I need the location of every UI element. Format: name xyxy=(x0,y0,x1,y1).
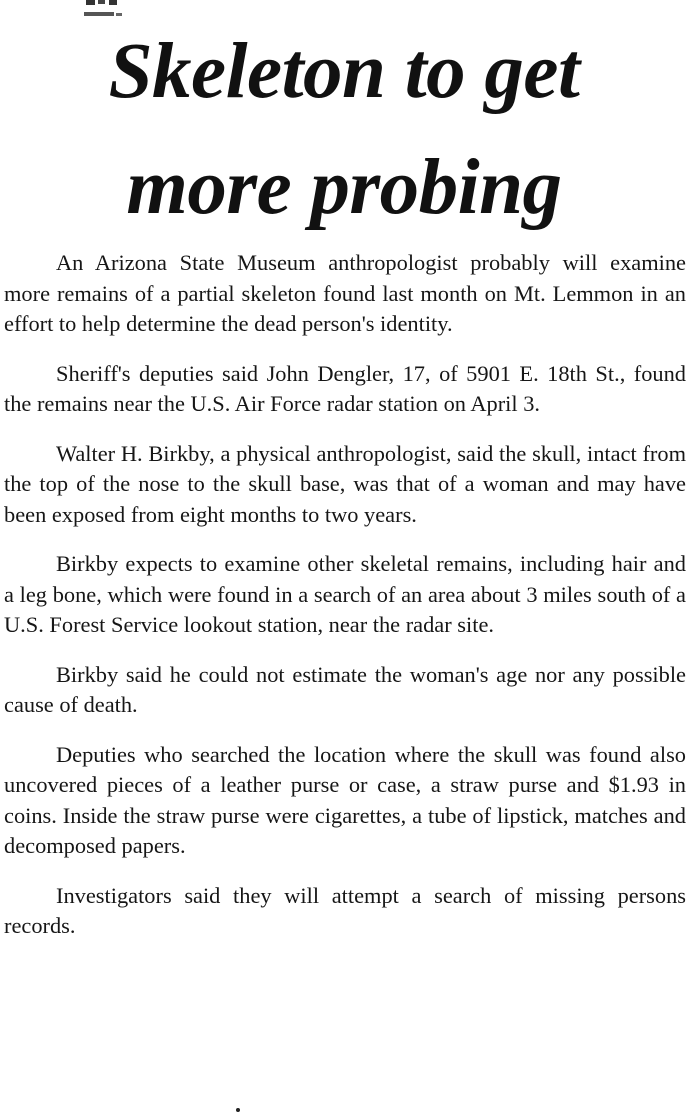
print-speck xyxy=(236,1108,240,1112)
paragraph-1: An Arizona State Museum anthropologist probably will examine more remains of a partial skeleton found last month on Mt. Lemmon in an effort to help determine the dead person's identity. xyxy=(4,250,686,336)
clipping-artifact-mark xyxy=(82,0,130,22)
paragraph-5: Birkby said he could not estimate the woman's age nor any possible cause of death. xyxy=(4,661,686,717)
paragraph-6: Deputies who searched the location where the skull was found also uncovered pieces of a leather purse or case, a straw purse and $1.93 in coins. Inside the straw purse were cigarettes, a tube of lipstick, matches and decomposed papers. xyxy=(4,741,686,858)
headline-line-1: Skeleton to get xyxy=(108,28,580,115)
paragraph-4: Birkby expects to examine other skeletal remains, including hair and a leg bone, which were found in a search of an area about 3 miles south of a U.S. Forest Service lookout station, near the radar site. xyxy=(4,551,686,637)
paragraph-7: Investigators said they will attempt a search of missing persons records. xyxy=(4,882,686,938)
headline-line-2: more probing xyxy=(126,144,562,231)
paragraph-3: Walter H. Birkby, a physical anthropologist, said the skull, intact from the top of the nose to the skull base, was that of a woman and may have been exposed from eight months to two years. xyxy=(4,440,686,527)
article-body xyxy=(4,248,686,961)
paragraph-2: Sheriff's deputies said John Dengler, 17, of 5901 E. 18th St., found the remains near the U.S. Air Force radar station on April 3. xyxy=(4,360,686,416)
